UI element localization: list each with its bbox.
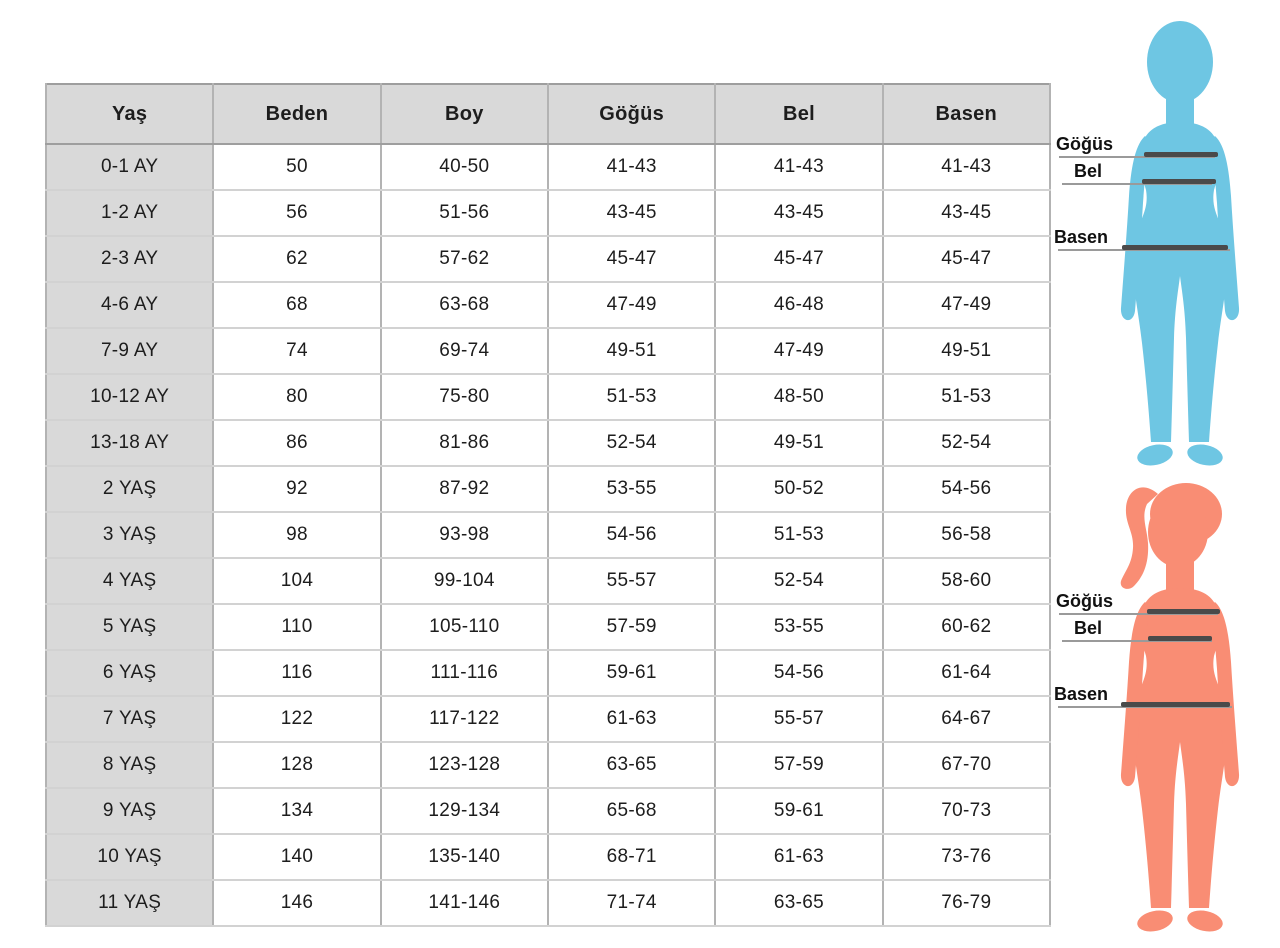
row-label-cell: 11 YAŞ — [46, 880, 213, 926]
table-cell: 51-53 — [548, 374, 715, 420]
column-header: Bel — [715, 84, 882, 144]
table-cell: 99-104 — [381, 558, 548, 604]
table-row — [46, 420, 1050, 466]
table-cell: 74 — [213, 328, 380, 374]
table-cell: 73-76 — [883, 834, 1050, 880]
blue-hip-measure-label: Basen — [1054, 227, 1109, 247]
table-cell: 49-51 — [548, 328, 715, 374]
table-cell: 68 — [213, 282, 380, 328]
pink-hip-measure-bar — [1121, 702, 1230, 707]
table-cell: 71-74 — [548, 880, 715, 926]
table-cell: 56-58 — [883, 512, 1050, 558]
blue-chest-measure-label: Göğüs — [1056, 134, 1113, 154]
row-label-cell: 2-3 AY — [46, 236, 213, 282]
table-cell: 59-61 — [715, 788, 882, 834]
table-cell: 43-45 — [548, 190, 715, 236]
table-cell: 122 — [213, 696, 380, 742]
table-cell: 63-65 — [715, 880, 882, 926]
table-cell: 57-59 — [548, 604, 715, 650]
table-row — [46, 512, 1050, 558]
table-cell: 52-54 — [883, 420, 1050, 466]
table-cell: 56 — [213, 190, 380, 236]
blue-hip-measure-bar — [1122, 245, 1228, 250]
table-cell: 129-134 — [381, 788, 548, 834]
table-cell: 57-62 — [381, 236, 548, 282]
table-row — [46, 834, 1050, 880]
row-label-cell: 9 YAŞ — [46, 788, 213, 834]
table-cell: 134 — [213, 788, 380, 834]
table-row — [46, 650, 1050, 696]
table-row — [46, 144, 1050, 190]
table-cell: 51-53 — [715, 512, 882, 558]
table-row — [46, 328, 1050, 374]
pink-chest-measure-label: Göğüs — [1056, 591, 1113, 611]
row-label-cell: 8 YAŞ — [46, 742, 213, 788]
row-label-cell: 4 YAŞ — [46, 558, 213, 604]
table-cell: 146 — [213, 880, 380, 926]
table-row — [46, 190, 1050, 236]
row-label-cell: 13-18 AY — [46, 420, 213, 466]
blue-chest-measure-bar — [1144, 152, 1218, 157]
table-cell: 63-68 — [381, 282, 548, 328]
table-cell: 98 — [213, 512, 380, 558]
table-cell: 41-43 — [883, 144, 1050, 190]
table-cell: 116 — [213, 650, 380, 696]
table-cell: 61-64 — [883, 650, 1050, 696]
table-cell: 76-79 — [883, 880, 1050, 926]
table-cell: 54-56 — [883, 466, 1050, 512]
table-cell: 86 — [213, 420, 380, 466]
table-cell: 43-45 — [715, 190, 882, 236]
table-cell: 68-71 — [548, 834, 715, 880]
table-cell: 105-110 — [381, 604, 548, 650]
size-table — [45, 83, 1051, 927]
row-label-cell: 2 YAŞ — [46, 466, 213, 512]
pink-waist-measure-label: Bel — [1074, 618, 1103, 638]
table-cell: 123-128 — [381, 742, 548, 788]
pink-waist-measure-bar — [1148, 636, 1212, 641]
table-cell: 140 — [213, 834, 380, 880]
table-cell: 93-98 — [381, 512, 548, 558]
table-cell: 64-67 — [883, 696, 1050, 742]
table-cell: 47-49 — [883, 282, 1050, 328]
table-cell: 43-45 — [883, 190, 1050, 236]
table-row — [46, 558, 1050, 604]
table-row — [46, 604, 1050, 650]
size-table-body — [46, 144, 1050, 926]
table-cell: 67-70 — [883, 742, 1050, 788]
pink-hip-measure-label: Basen — [1054, 684, 1109, 704]
table-cell: 53-55 — [715, 604, 882, 650]
table-row — [46, 742, 1050, 788]
table-row — [46, 788, 1050, 834]
table-cell: 48-50 — [715, 374, 882, 420]
table-cell: 141-146 — [381, 880, 548, 926]
table-cell: 57-59 — [715, 742, 882, 788]
table-cell: 55-57 — [548, 558, 715, 604]
table-cell: 128 — [213, 742, 380, 788]
table-cell: 55-57 — [715, 696, 882, 742]
table-cell: 65-68 — [548, 788, 715, 834]
table-cell: 51-53 — [883, 374, 1050, 420]
table-cell: 110 — [213, 604, 380, 650]
column-header: Göğüs — [548, 84, 715, 144]
table-cell: 92 — [213, 466, 380, 512]
row-label-cell: 3 YAŞ — [46, 512, 213, 558]
table-cell: 41-43 — [548, 144, 715, 190]
row-label-cell: 0-1 AY — [46, 144, 213, 190]
table-row — [46, 282, 1050, 328]
table-cell: 59-61 — [548, 650, 715, 696]
table-cell: 60-62 — [883, 604, 1050, 650]
table-cell: 104 — [213, 558, 380, 604]
table-cell: 45-47 — [883, 236, 1050, 282]
table-cell: 54-56 — [715, 650, 882, 696]
row-label-cell: 5 YAŞ — [46, 604, 213, 650]
table-cell: 51-56 — [381, 190, 548, 236]
table-cell: 135-140 — [381, 834, 548, 880]
table-cell: 53-55 — [548, 466, 715, 512]
table-row — [46, 880, 1050, 926]
table-cell: 45-47 — [715, 236, 882, 282]
table-cell: 41-43 — [715, 144, 882, 190]
row-label-cell: 7-9 AY — [46, 328, 213, 374]
row-label-cell: 6 YAŞ — [46, 650, 213, 696]
table-cell: 81-86 — [381, 420, 548, 466]
table-row — [46, 374, 1050, 420]
table-cell: 117-122 — [381, 696, 548, 742]
table-cell: 40-50 — [381, 144, 548, 190]
size-table-header — [46, 84, 1050, 144]
table-cell: 70-73 — [883, 788, 1050, 834]
column-header: Boy — [381, 84, 548, 144]
header-row — [46, 84, 1050, 144]
table-row — [46, 696, 1050, 742]
table-cell: 47-49 — [715, 328, 882, 374]
table-cell: 87-92 — [381, 466, 548, 512]
table-row — [46, 466, 1050, 512]
blue-waist-measure-bar — [1142, 179, 1216, 184]
table-cell: 49-51 — [715, 420, 882, 466]
table-cell: 54-56 — [548, 512, 715, 558]
row-label-cell: 10 YAŞ — [46, 834, 213, 880]
column-header: Yaş — [46, 84, 213, 144]
table-cell: 62 — [213, 236, 380, 282]
table-cell: 58-60 — [883, 558, 1050, 604]
table-cell: 61-63 — [715, 834, 882, 880]
row-label-cell: 10-12 AY — [46, 374, 213, 420]
table-cell: 47-49 — [548, 282, 715, 328]
table-cell: 80 — [213, 374, 380, 420]
table-row — [46, 236, 1050, 282]
row-label-cell: 4-6 AY — [46, 282, 213, 328]
table-cell: 52-54 — [548, 420, 715, 466]
table-cell: 45-47 — [548, 236, 715, 282]
blue-waist-measure-label: Bel — [1074, 161, 1103, 181]
row-label-cell: 7 YAŞ — [46, 696, 213, 742]
row-label-cell: 1-2 AY — [46, 190, 213, 236]
table-cell: 52-54 — [715, 558, 882, 604]
table-cell: 61-63 — [548, 696, 715, 742]
column-header: Basen — [883, 84, 1050, 144]
column-header: Beden — [213, 84, 380, 144]
table-cell: 111-116 — [381, 650, 548, 696]
table-cell: 50-52 — [715, 466, 882, 512]
table-cell: 75-80 — [381, 374, 548, 420]
table-cell: 46-48 — [715, 282, 882, 328]
table-cell: 49-51 — [883, 328, 1050, 374]
table-cell: 69-74 — [381, 328, 548, 374]
table-cell: 50 — [213, 144, 380, 190]
pink-chest-measure-bar — [1147, 609, 1220, 614]
table-cell: 63-65 — [548, 742, 715, 788]
